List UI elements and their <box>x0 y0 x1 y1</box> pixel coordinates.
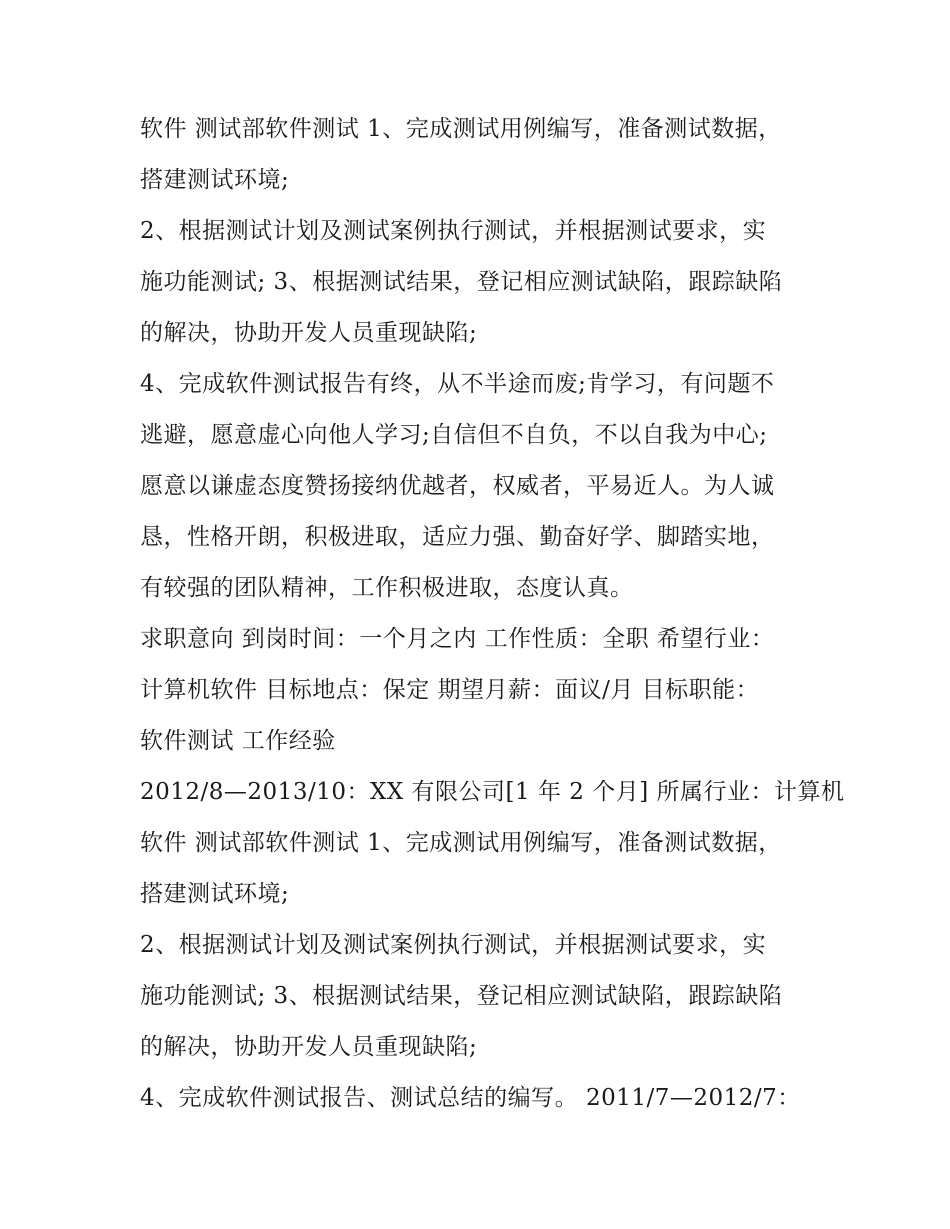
text-line: 恳，性格开朗，积极进取，适应力强、勤奋好学、脚踏实地， <box>140 524 775 550</box>
text-line: 搭建测试环境; <box>140 167 290 193</box>
document-body <box>140 104 845 1124</box>
text-line: 搭建测试环境; <box>140 881 290 907</box>
text-line: 4、完成软件测试报告有终，从不半途而废;肯学习，有问题不 <box>140 371 775 397</box>
text-line: 软件 测试部软件测试 1、完成测试用例编写，准备测试数据， <box>140 830 782 856</box>
text-line: 2、根据测试计划及测试案例执行测试，并根据测试要求，实 <box>140 932 767 958</box>
text-line: 4、完成软件测试报告、测试总结的编写。 2011/7—2012/7： <box>140 1085 801 1111</box>
text-line: 软件测试 工作经验 <box>140 728 336 754</box>
text-line: 施功能测试; 3、根据测试结果，登记相应测试缺陷，跟踪缺陷 <box>140 983 783 1009</box>
text-line: 的解决，协助开发人员重现缺陷; <box>140 320 478 346</box>
text-line: 计算机软件 目标地点：保定 期望月薪：面议/月 目标职能： <box>140 677 760 703</box>
text-line: 愿意以谦虚态度赞扬接纳优越者，权威者，平易近人。为人诚 <box>140 473 775 499</box>
text-line: 2、根据测试计划及测试案例执行测试，并根据测试要求，实 <box>140 218 767 244</box>
text-line: 有较强的团队精神，工作积极进取，态度认真。 <box>140 575 634 601</box>
text-line: 2012/8—2013/10：XX 有限公司[1 年 2 个月] 所属行业：计算机 <box>140 779 845 805</box>
text-line: 软件 测试部软件测试 1、完成测试用例编写，准备测试数据， <box>140 116 782 142</box>
text-line: 逃避，愿意虚心向他人学习;自信但不自负，不以自我为中心; <box>140 422 768 448</box>
text-line: 的解决，协助开发人员重现缺陷; <box>140 1034 478 1060</box>
text-line: 求职意向 到岗时间：一个月之内 工作性质：全职 希望行业： <box>140 626 775 652</box>
text-line: 施功能测试; 3、根据测试结果，登记相应测试缺陷，跟踪缺陷 <box>140 269 783 295</box>
